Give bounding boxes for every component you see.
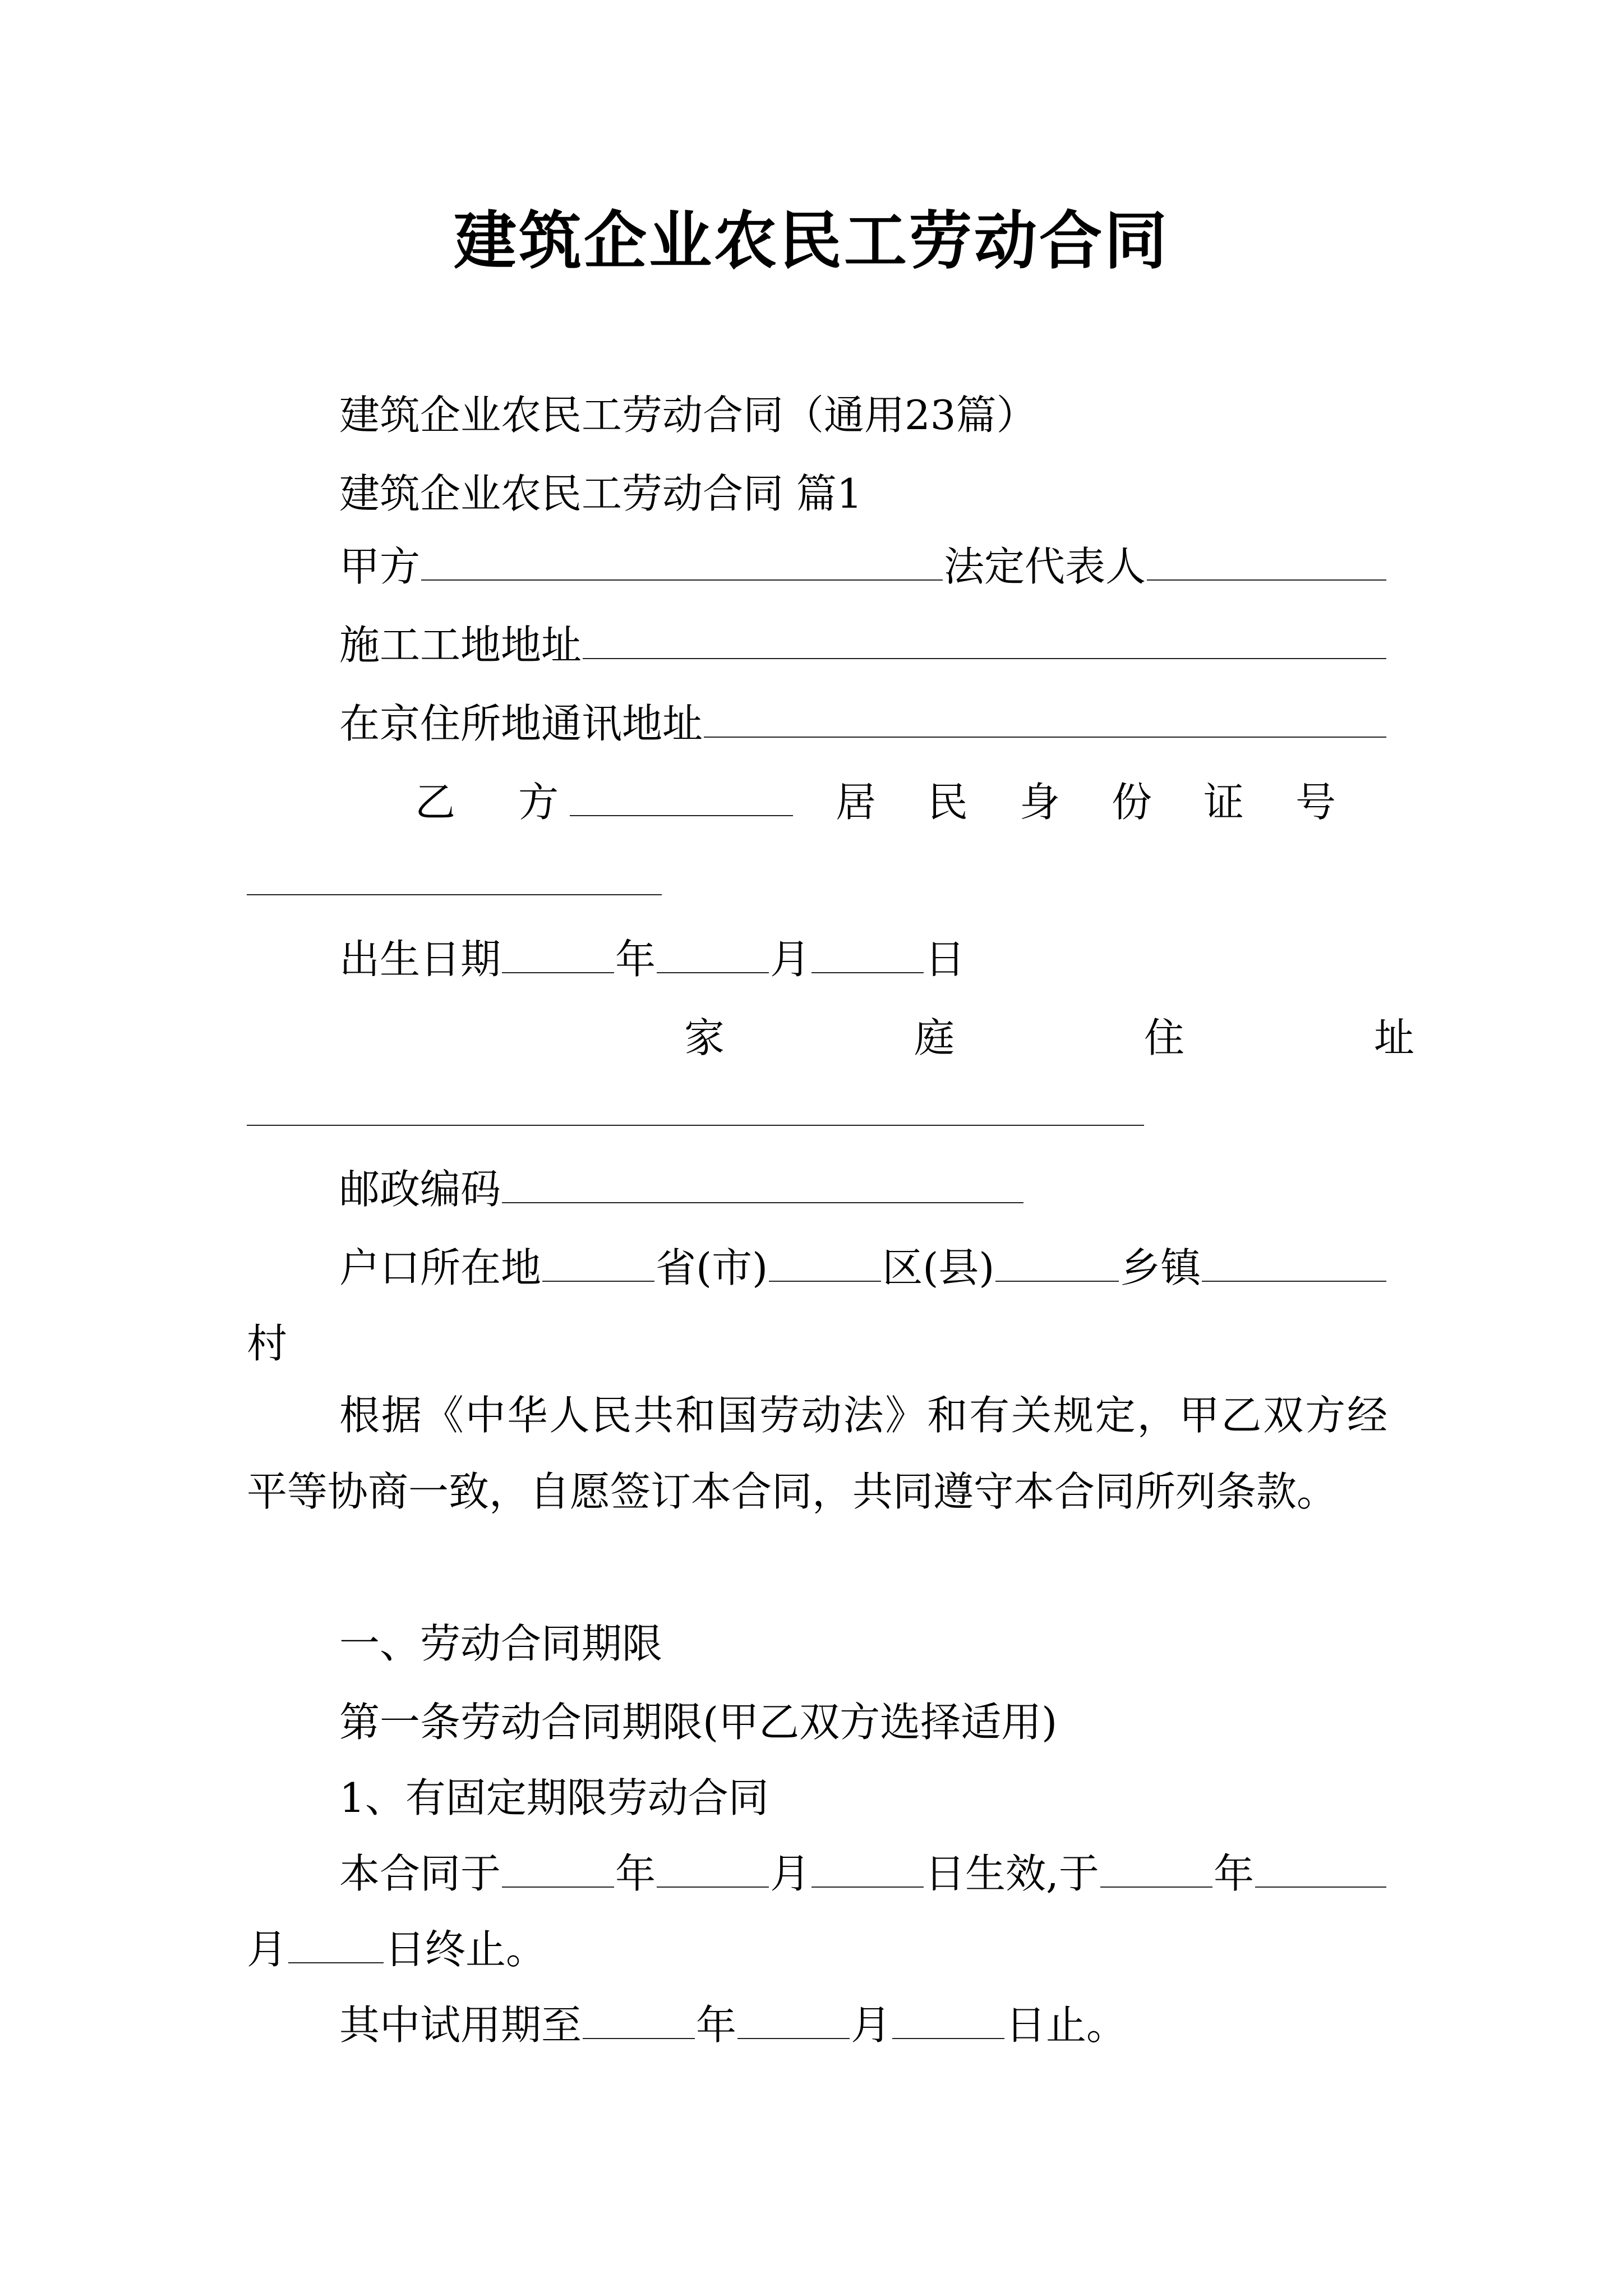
terminate-day-blank[interactable] xyxy=(288,1922,384,1963)
party-a-label: 甲方 xyxy=(339,543,421,590)
birth-date-label: 出生日期 xyxy=(339,936,501,983)
site-address-label: 施工工地地址 xyxy=(339,622,582,669)
party-b-label: 乙 方 xyxy=(415,779,570,826)
intro-paragraph: 根据《中华人民共和国劳动法》和有关规定，甲乙双方经平等协商一致，自愿签订本合同，共同遵守本合同所列条款。 xyxy=(247,1392,1387,1515)
birth-day-blank[interactable] xyxy=(811,932,924,973)
probation-prefix: 其中试用期至 xyxy=(339,2001,582,2049)
birth-day-unit: 日 xyxy=(925,936,966,983)
terminate-year-unit: 年 xyxy=(1213,1850,1254,1897)
probation-month-blank[interactable] xyxy=(737,1998,850,2039)
hukou-province-blank[interactable] xyxy=(542,1240,654,1282)
effective-month-unit: 月 xyxy=(770,1850,811,1897)
birth-year-unit: 年 xyxy=(615,936,656,983)
legal-rep-blank[interactable] xyxy=(1147,539,1386,581)
party-a-row xyxy=(339,539,1387,595)
article-one-heading: 第一条劳动合同期限(甲乙双方选择适用) xyxy=(339,1699,1058,1746)
probation-day-blank[interactable] xyxy=(892,1998,1004,2039)
town-label: 乡镇 xyxy=(1120,1244,1201,1291)
item-one-heading: 1、有固定期限劳动合同 xyxy=(339,1774,769,1821)
postal-code-row xyxy=(339,1161,1387,1217)
effective-prefix: 本合同于 xyxy=(339,1850,501,1897)
terminate-month-blank[interactable] xyxy=(1255,1846,1386,1888)
province-label: 省(市) xyxy=(656,1244,768,1291)
probation-year-blank[interactable] xyxy=(583,1998,695,2039)
id-number-blank[interactable] xyxy=(247,894,662,895)
party-b-blank[interactable] xyxy=(570,775,793,816)
document-title: 建筑企业农民工劳动合同 xyxy=(454,204,1169,278)
document-subtitle: 建筑企业农民工劳动合同（通用23篇） xyxy=(339,392,1037,439)
birth-date-row xyxy=(339,931,1387,987)
section-heading: 建筑企业农民工劳动合同 篇1 xyxy=(339,470,863,517)
beijing-address-label: 在京住所地通讯地址 xyxy=(339,700,703,747)
effective-mid: 日生效,于 xyxy=(925,1850,1099,1897)
probation-row xyxy=(339,1997,1387,2053)
hukou-district-blank[interactable] xyxy=(769,1240,881,1282)
hukou-village-blank[interactable] xyxy=(1202,1240,1386,1282)
effective-year-blank[interactable] xyxy=(502,1846,614,1888)
birth-month-blank[interactable] xyxy=(657,932,769,973)
probation-year-unit: 年 xyxy=(696,2001,737,2049)
birth-month-unit: 月 xyxy=(770,936,811,983)
home-address-blank[interactable] xyxy=(247,1125,1144,1126)
legal-rep-label: 法定代表人 xyxy=(944,543,1146,590)
terminate-row xyxy=(247,1921,1387,1977)
terminate-suffix: 日终止。 xyxy=(385,1926,547,1973)
hukou-label: 户口所在地 xyxy=(339,1244,542,1291)
village-label: 村 xyxy=(247,1320,288,1367)
party-b-row xyxy=(415,774,1387,830)
postal-code-label: 邮政编码 xyxy=(339,1166,501,1213)
hukou-town-blank[interactable] xyxy=(995,1240,1119,1282)
terminate-year-blank[interactable] xyxy=(1100,1846,1212,1888)
probation-month-unit: 月 xyxy=(851,2001,892,2049)
terminate-month-unit: 月 xyxy=(247,1926,288,1973)
effective-day-blank[interactable] xyxy=(811,1846,924,1888)
beijing-address-row xyxy=(339,696,1387,752)
site-address-blank[interactable] xyxy=(583,618,1386,659)
site-address-row xyxy=(339,617,1387,673)
effective-month-blank[interactable] xyxy=(657,1846,769,1888)
effective-year-unit: 年 xyxy=(615,1850,656,1897)
beijing-address-blank[interactable] xyxy=(704,696,1386,738)
effective-row xyxy=(339,1846,1387,1902)
district-label: 区(县) xyxy=(882,1244,995,1291)
postal-code-blank[interactable] xyxy=(502,1162,1023,1203)
chapter-one-heading: 一、劳动合同期限 xyxy=(339,1620,663,1667)
birth-year-blank[interactable] xyxy=(502,932,614,973)
hukou-row xyxy=(339,1240,1387,1296)
id-number-label: 居民身份证号 xyxy=(835,779,1387,826)
probation-suffix: 日止。 xyxy=(1006,2001,1127,2049)
home-address-label: 家庭住址 xyxy=(684,1014,1604,1061)
party-a-blank[interactable] xyxy=(421,539,943,581)
